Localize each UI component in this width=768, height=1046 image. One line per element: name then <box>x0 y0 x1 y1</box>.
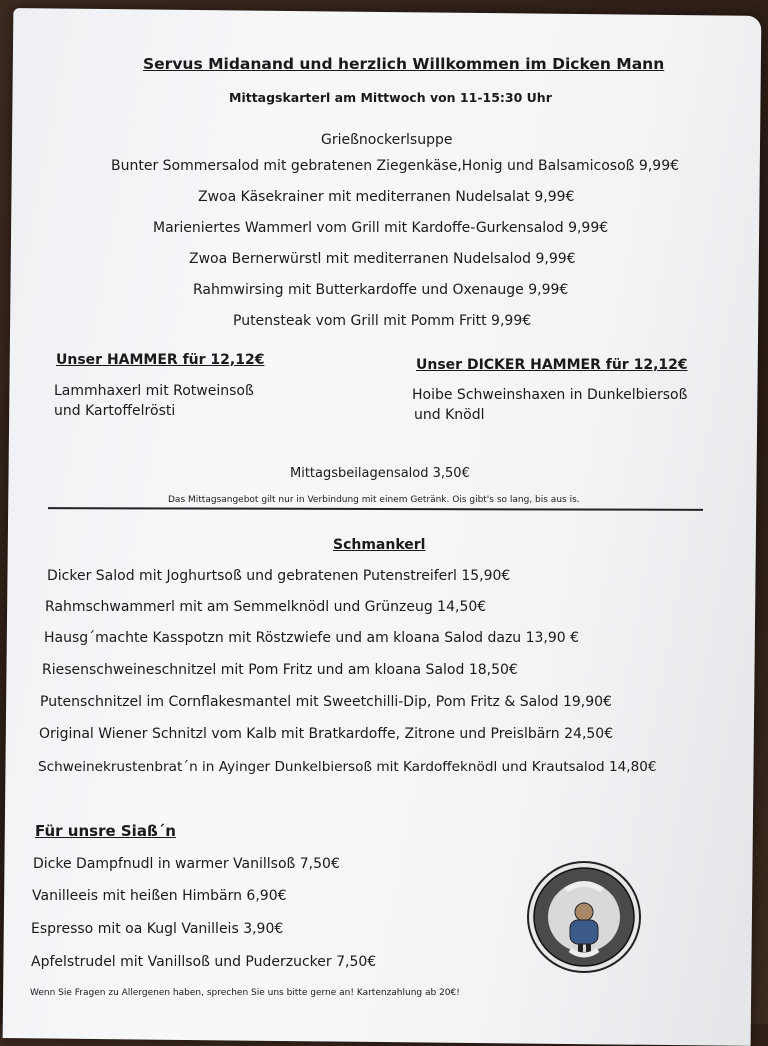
dessert-item: Apfelstrudel mit Vanillsoß und Puderzucker 7,50€ <box>31 954 377 970</box>
desserts-title: Für unsre Siaß´n <box>35 822 176 840</box>
hammer-line: Lammhaxerl mit Rotweinsoß <box>54 383 254 399</box>
side-salad: Mittagsbeilagensalod 3,50€ <box>290 466 470 481</box>
schmankerl-item: Putenschnitzel im Cornflakesmantel mit Sweetchilli-Dip, Pom Fritz & Salod 19,90€ <box>40 694 612 710</box>
schmankerl-item: Dicker Salod mit Joghurtsoß und gebratenen Putenstreiferl 15,90€ <box>47 568 511 584</box>
lunch-item: Zwoa Käsekrainer mit mediterranen Nudelsalat 9,99€ <box>198 189 575 205</box>
schmankerl-item: Hausg´machte Kasspotzn mit Röstzwiefe und am kloana Salod dazu 13,90 € <box>44 630 580 646</box>
dessert-item: Dicke Dampfnudl in warmer Vanillsoß 7,50€ <box>33 856 340 872</box>
schmankerl-title: Schmankerl <box>333 537 426 553</box>
schmankerl-item: Schweinekrustenbrat´n in Ayinger Dunkelbiersoß mit Kardoffeknödl und Krautsalod 14,80€ <box>38 759 657 775</box>
lunch-note: Das Mittagsangebot gilt nur in Verbindung mit einem Getränk. Ois gibt's so lang, bis aus is. <box>168 495 580 505</box>
footer-note: Wenn Sie Fragen zu Allergenen haben, sprechen Sie uns bitte gerne an! Kartenzahlung ab 20€! <box>30 988 460 998</box>
hammer-line: und Kartoffelrösti <box>54 403 176 419</box>
lunch-item: Zwoa Bernerwürstl mit mediterranen Nudelsalod 9,99€ <box>189 251 576 267</box>
schmankerl-item: Original Wiener Schnitzl vom Kalb mit Bratkardoffe, Zitrone und Preislbärn 24,50€ <box>39 726 614 742</box>
dessert-item: Espresso mit oa Kugl Vanilleis 3,90€ <box>31 921 284 937</box>
lunch-item: Marieniertes Wammerl vom Grill mit Kardoffe-Gurkensalod 9,99€ <box>153 220 609 236</box>
lunch-item: Grießnockerlsuppe <box>321 132 453 148</box>
menu-title: Servus Midanand und herzlich Willkommen im Dicken Mann <box>143 55 665 73</box>
dessert-item: Vanilleeis mit heißen Himbärn 6,90€ <box>32 888 287 904</box>
schmankerl-item: Rahmschwammerl mit am Semmelknödl und Grünzeug 14,50€ <box>45 599 487 615</box>
menu-subtitle: Mittagskarterl am Mittwoch von 11-15:30 Uhr <box>229 90 552 105</box>
lunch-item: Rahmwirsing mit Butterkardoffe und Oxenauge 9,99€ <box>193 282 569 298</box>
schmankerl-item: Riesenschweineschnitzel mit Pom Fritz und am kloana Salod 18,50€ <box>42 662 518 678</box>
lunch-item: Bunter Sommersalod mit gebratenen Ziegenkäse,Honig und Balsamicosoß 9,99€ <box>111 158 680 174</box>
hammer-title: Unser HAMMER für 12,12€ <box>56 352 265 368</box>
dicker-hammer-line: Hoibe Schweinshaxen in Dunkelbiersoß <box>412 387 688 403</box>
restaurant-logo <box>526 860 642 974</box>
dicker-hammer-title: Unser DICKER HAMMER für 12,12€ <box>416 357 688 373</box>
lunch-item: Putensteak vom Grill mit Pomm Fritt 9,99€ <box>233 313 532 329</box>
dicker-hammer-line: und Knödl <box>414 407 485 423</box>
